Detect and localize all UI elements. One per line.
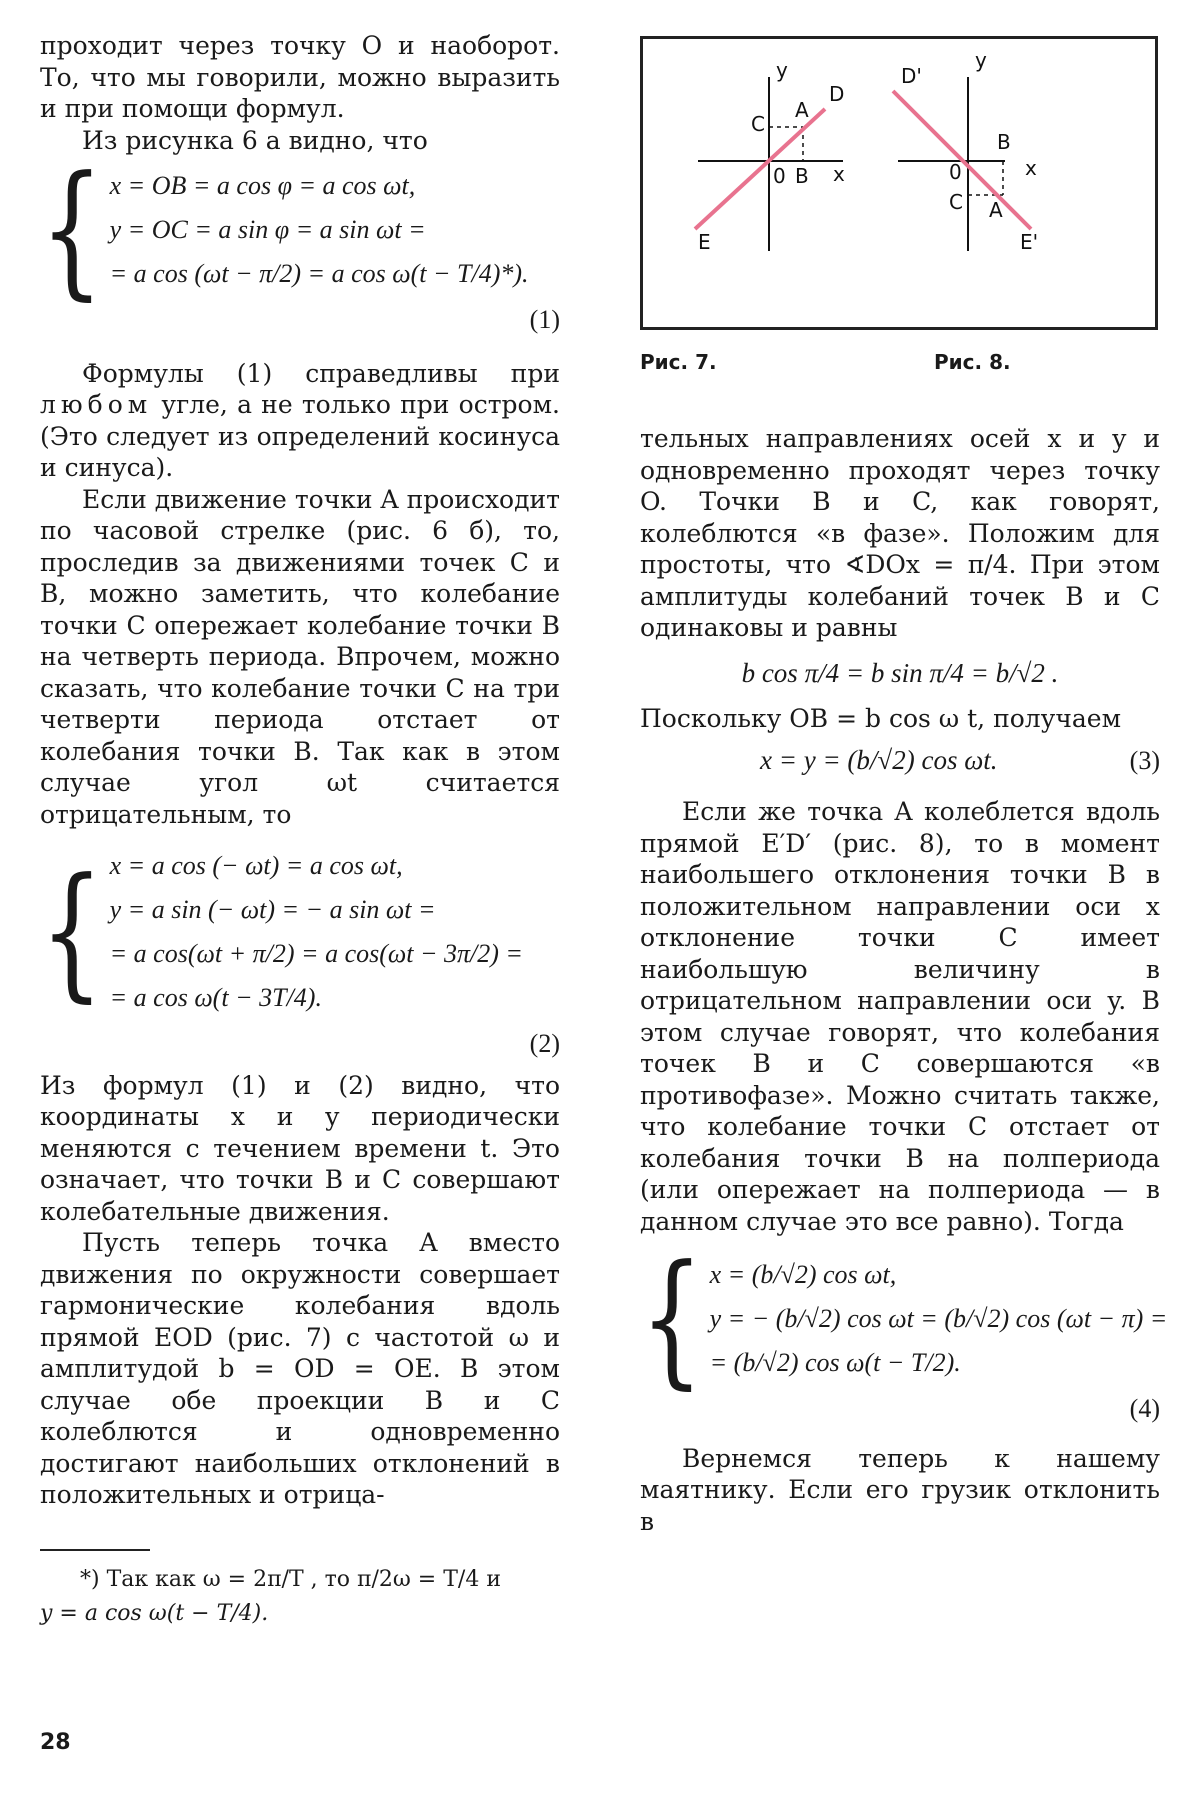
equation-line: = a cos ω(t − 3T/4).: [109, 983, 322, 1012]
svg-text:B: B: [795, 164, 809, 188]
svg-text:x: x: [833, 162, 845, 186]
svg-text:0: 0: [949, 160, 962, 184]
equation-number: (1): [529, 305, 560, 334]
equation-line: x = a cos (− ωt) = a cos ωt,: [109, 851, 403, 880]
svg-text:D: D: [829, 82, 845, 106]
equation-line: = a cos (ωt − π/2) = a cos ω(t − T/4)*).: [109, 259, 529, 288]
equation-system-2: { x = a cos (− ωt) = a cos ωt, y = a sin (− ωt) = − a sin ωt = = a cos(ωt + π/2) = a cos(ωt − 3π/2) = = a cos ω(t − 3T/4).: [40, 844, 560, 1020]
paragraph: Из формул (1) и (2) видно, что координаты x и y периодически меняются с течением времени t. Это означает, что точки B и C совершают колебательные движения.: [40, 1070, 560, 1226]
svg-text:y: y: [975, 48, 987, 72]
equation-system-1: { x = OB = a cos φ = a cos ωt, y = OC = a sin φ = a sin ωt = = a cos (ωt − π/2) = a cos ω(t − T/4)*).: [40, 144, 529, 315]
figure-frame: [640, 36, 1158, 330]
svg-text:B: B: [997, 130, 1011, 154]
paragraph: Формулы (1) справедливы при любом угле, а не только при остром. (Это следует из определений косинуса и синуса).: [40, 358, 560, 482]
footnote-rule: [40, 1549, 150, 1551]
equation-line: x = (b/√2) cos ωt,: [709, 1260, 897, 1289]
paragraph: тельных направлениях осей x и y и одновременно проходят через точку O. Точки B и C, как говорят, колеблются «в фазе». Положим для простоты, что ∢DOx = π/4. При этом амплитуды колебаний точек B и C одинаковы и равны: [640, 424, 1160, 642]
page-number: 28: [40, 1730, 71, 1755]
svg-text:C: C: [751, 112, 765, 136]
paragraph: Если же точка A колеблется вдоль прямой E′D′ (рис. 8), то в момент наибольшего отклонения точки B в положительном направлении оси x отклонение точки C имеет наибольшую величину в отрицательном направлении оси y. В этом случае говорят, что колебания точек B и C совершаются «в противофазе». Можно считать также, что колебание точки C отстает от колебания точки B на полпериода (или опережает на полпериода — в данном случае это все равно). Тогда: [640, 797, 1160, 1236]
figure-8-caption: Рис. 8.: [934, 350, 1011, 374]
svg-text:E': E': [1020, 230, 1039, 254]
paragraph: проходит через точку O и наоборот. То, что мы говорили, можно выразить и при помощи формул.: [40, 31, 560, 123]
equation-number: (3): [1129, 745, 1160, 775]
svg-text:C: C: [949, 190, 963, 214]
equation-amplitude: b cos π/4 = b sin π/4 = b/√2 .: [741, 657, 1059, 688]
paragraph: Из рисунка 6 а видно, что: [82, 125, 428, 155]
svg-text:D': D': [901, 64, 922, 88]
equation-line: y = OC = a sin φ = a sin ωt =: [109, 215, 426, 244]
right-column: [640, 423, 1168, 1537]
svg-text:x: x: [1025, 156, 1037, 180]
paragraph: Поскольку OB = b cos ω t, получаем: [640, 704, 1122, 733]
equation-line: = (b/√2) cos ω(t − T/2).: [709, 1348, 961, 1377]
svg-text:y: y: [776, 58, 788, 82]
equation-number: (4): [1129, 1394, 1160, 1423]
paragraph: Если движение точки A происходит по часовой стрелке (рис. 6 б), то, проследив за движениями точек C и B, можно заметить, что колебание точки C опережает колебание точки B на четверть периода. Впрочем, можно сказать, что колебание точки C на три четверти периода отстает от колебания точки B. Так как в этом случае угол ωt считается отрицательным, то: [40, 484, 560, 829]
equation-number: (2): [529, 1029, 560, 1058]
svg-text:E: E: [698, 230, 711, 254]
svg-text:A: A: [795, 98, 809, 122]
svg-text:A: A: [989, 198, 1003, 222]
equation-line: y = − (b/√2) cos ωt = (b/√2) cos (ωt − π) =: [709, 1304, 1168, 1333]
paragraph: Вернемся теперь к нашему маятнику. Если его грузик отклонить в: [640, 1443, 1160, 1536]
figures-7-8: [643, 39, 1155, 327]
equation-line: y = a sin (− ωt) = − a sin ωt =: [109, 895, 436, 924]
equation-3: x = y = (b/√2) cos ωt.: [760, 744, 998, 775]
paragraph: Пусть теперь точка A вместо движения по окружности совершает гармонические колебания вдоль прямой EOD (рис. 7) с частотой ω и амплитудой b = OD = OE. В этом случае обе проекции B и C колеблются и одновременно достигают наибольших отклонений в положительных и отрица-: [40, 1228, 560, 1509]
equation-system-4: { x = (b/√2) cos ωt, y = − (b/√2) cos ωt = (b/√2) cos (ωt − π) = = (b/√2) cos ω(t − T/2).: [640, 1233, 1168, 1404]
footnote: *) Так как ω = 2π/T , то π/2ω = T/4 и y = a cos ω(t − T/4).: [40, 1566, 501, 1626]
figure-7-caption: Рис. 7.: [640, 350, 717, 374]
equation-line: = a cos(ωt + π/2) = a cos(ωt − 3π/2) =: [109, 939, 523, 968]
left-column: [40, 30, 560, 1631]
equation-line: x = OB = a cos φ = a cos ωt,: [109, 171, 416, 200]
svg-text:0: 0: [773, 164, 786, 188]
